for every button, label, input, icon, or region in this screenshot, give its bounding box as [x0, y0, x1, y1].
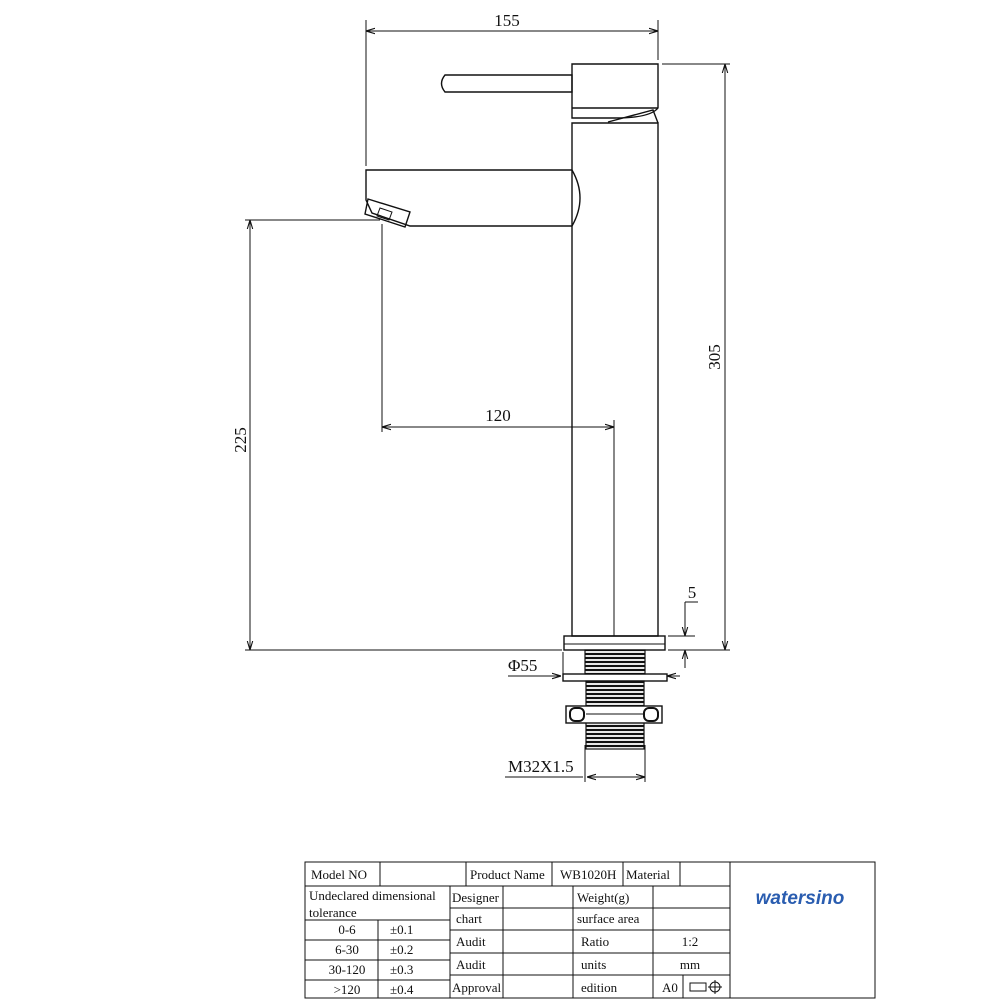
units-label: units [581, 957, 607, 972]
tolerance-label-2: tolerance [309, 905, 357, 920]
ratio-label: Ratio [581, 934, 610, 949]
dimension-lines [245, 20, 730, 782]
chart-label: chart [456, 911, 482, 926]
tolerance-label-1: Undeclared dimensional [309, 888, 436, 903]
tolerance-value: ±0.3 [390, 962, 414, 977]
faucet-body [572, 123, 658, 636]
dim-reach-label: 120 [485, 406, 511, 425]
product-name-label: Product Name [470, 867, 545, 882]
dim-base-diameter-label: Φ55 [508, 656, 538, 675]
tolerance-range: 30-120 [328, 962, 366, 977]
dim-base-thickness-label: 5 [687, 583, 697, 602]
thread-upper [585, 650, 645, 674]
audit-label: Audit [456, 934, 486, 949]
dim-spout-height-label: 225 [231, 427, 250, 453]
dim-height-label: 305 [705, 344, 724, 370]
handle-block [572, 64, 658, 118]
tolerance-range: 0-6 [338, 922, 356, 937]
dim-thread-label: M32X1.5 [508, 757, 574, 776]
base-flange [564, 636, 665, 650]
washer [563, 674, 667, 681]
faucet-outline [365, 64, 667, 749]
tolerance-range: >120 [333, 982, 361, 997]
tolerance-value: ±0.4 [390, 982, 414, 997]
tolerance-value: ±0.1 [390, 922, 414, 937]
material-label: Material [626, 867, 671, 882]
surface-area-label: surface area [577, 911, 640, 926]
model-no-label: Model NO [311, 867, 367, 882]
audit-label: Audit [456, 957, 486, 972]
product-name-value: WB1020H [560, 867, 617, 882]
approval-label: Approval [452, 980, 502, 995]
weight-label: Weight(g) [577, 890, 630, 905]
edition-value: A0 [662, 980, 678, 995]
ratio-value: 1:2 [681, 934, 699, 949]
spout [366, 170, 580, 226]
tolerance-range: 6-30 [335, 942, 359, 957]
handle-lever [442, 75, 573, 92]
tolerance-value: ±0.2 [390, 942, 414, 957]
dim-width-label: 155 [494, 11, 520, 30]
edition-label: edition [581, 980, 618, 995]
brand-logo: watersino [755, 888, 845, 909]
units-value: mm [679, 957, 701, 972]
designer-label: Designer [452, 890, 499, 905]
